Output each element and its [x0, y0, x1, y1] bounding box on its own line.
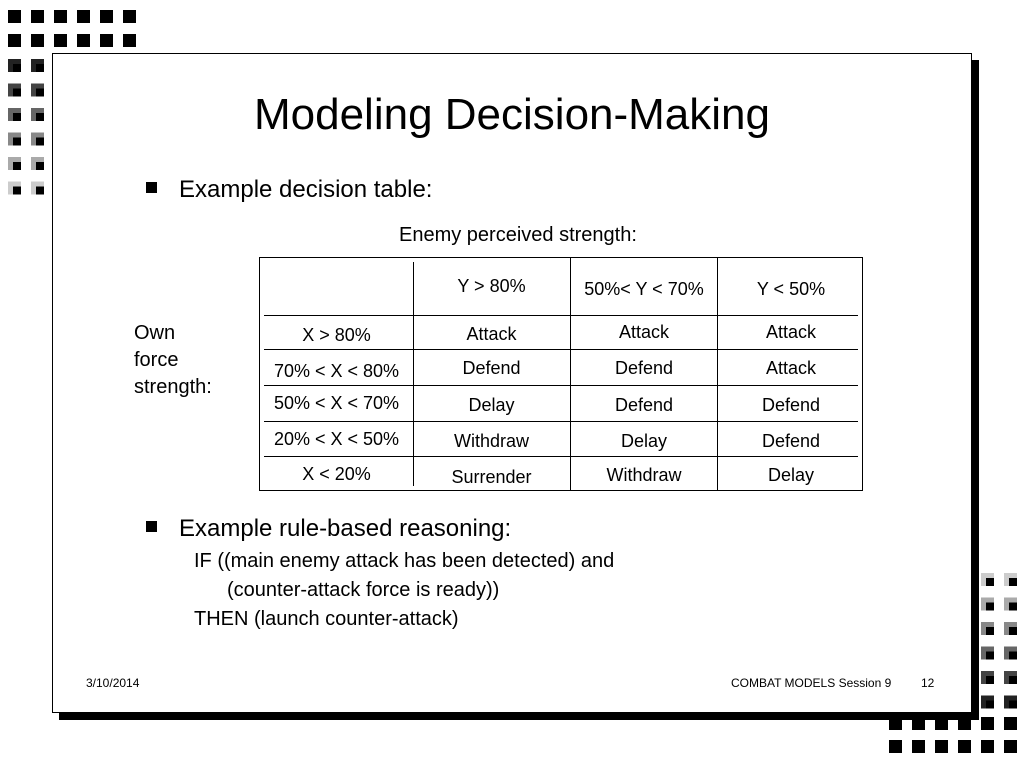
slide [52, 53, 972, 713]
decoration-square [8, 10, 21, 23]
row-condition: 50% < X < 70% [273, 393, 400, 413]
decoration-square [8, 108, 21, 121]
bullet-text: Example rule-based reasoning: [179, 515, 512, 542]
table-divider [264, 385, 858, 386]
rule-then-line: THEN (launch counter-attack) [194, 608, 459, 630]
decoration-square [981, 740, 994, 753]
table-cell: Defend [614, 358, 674, 378]
row-condition: X < 20% [302, 464, 371, 484]
decoration-square [935, 717, 948, 730]
rule-if-line: IF ((main enemy attack has been detected) and [194, 550, 615, 572]
table-divider [264, 456, 858, 457]
bullet-decision-table [146, 176, 432, 204]
table-divider [264, 421, 858, 422]
decoration-square [889, 740, 902, 753]
decoration-square [54, 10, 67, 23]
decoration-square [31, 157, 44, 170]
table-cell: Attack [765, 358, 817, 378]
table-cell: Defend [462, 358, 521, 378]
footer-date: 3/10/2014 [86, 676, 140, 690]
decoration-square [981, 647, 994, 660]
decoration-square [912, 717, 925, 730]
table-caption: Enemy perceived strength: [399, 224, 637, 246]
decoration-square [8, 84, 21, 97]
column-header: Y > 80% [457, 276, 526, 296]
decoration-square [8, 59, 21, 72]
table-cell: Withdraw [453, 431, 529, 451]
bullet-square-icon [146, 521, 157, 532]
footer-page-number: 12 [921, 676, 935, 690]
decoration-square [889, 717, 902, 730]
decoration-square [123, 34, 136, 47]
decision-table [259, 257, 863, 491]
decoration-square [1004, 622, 1017, 635]
footer-course: COMBAT MODELS Session 9 [731, 676, 892, 690]
decoration-square [1004, 573, 1017, 586]
decoration-square [31, 34, 44, 47]
row-condition: X > 80% [302, 325, 371, 345]
decoration-square [981, 598, 994, 611]
table-cell: Defend [614, 395, 674, 415]
table-cell: Delay [620, 431, 668, 451]
decoration-square [1004, 717, 1017, 730]
table-cell: Defend [761, 431, 821, 451]
decoration-square [1004, 598, 1017, 611]
decoration-square [100, 34, 113, 47]
decoration-square [1004, 696, 1017, 709]
decoration-square [8, 182, 21, 195]
decoration-square [958, 717, 971, 730]
bullet-square-icon [146, 182, 157, 193]
decoration-square [54, 34, 67, 47]
decoration-square [981, 696, 994, 709]
decoration-square [958, 740, 971, 753]
decoration-square [31, 133, 44, 146]
table-cell: Attack [466, 324, 517, 344]
decoration-square [1004, 671, 1017, 684]
decoration-square [31, 59, 44, 72]
table-cell: Delay [468, 395, 515, 415]
decoration-square [31, 84, 44, 97]
decoration-square [77, 10, 90, 23]
decoration-square [100, 10, 113, 23]
rule-condition-line: (counter-attack force is ready)) [227, 579, 500, 601]
decoration-square [31, 182, 44, 195]
row-condition: 70% < X < 80% [273, 361, 400, 381]
decoration-square [8, 157, 21, 170]
table-cell: Delay [767, 465, 815, 485]
decoration-square [912, 740, 925, 753]
row-condition: 20% < X < 50% [273, 429, 400, 449]
decoration-square [981, 573, 994, 586]
table-cell: Withdraw [606, 465, 682, 485]
decoration-square [981, 622, 994, 635]
decoration-square [1004, 647, 1017, 660]
decoration-square [981, 671, 994, 684]
row-axis-label: Own force strength: [134, 322, 212, 398]
column-header: Y < 50% [756, 279, 826, 299]
decoration-square [31, 10, 44, 23]
decoration-square [8, 34, 21, 47]
decoration-square [981, 717, 994, 730]
bullet-rule-reasoning [146, 515, 511, 543]
decoration-square [77, 34, 90, 47]
table-cell: Attack [765, 322, 817, 342]
decoration-square [123, 10, 136, 23]
table-divider [264, 315, 858, 316]
decoration-square [8, 133, 21, 146]
table-divider [264, 349, 858, 350]
column-header: 50%< Y < 70% [584, 279, 704, 299]
table-cell: Defend [761, 395, 821, 415]
bullet-text: Example decision table: [179, 176, 433, 203]
table-cell: Attack [618, 322, 670, 342]
table-cell: Surrender [451, 467, 532, 487]
slide-title: Modeling Decision-Making [253, 90, 770, 139]
decoration-square [31, 108, 44, 121]
decoration-square [935, 740, 948, 753]
decoration-square [1004, 740, 1017, 753]
